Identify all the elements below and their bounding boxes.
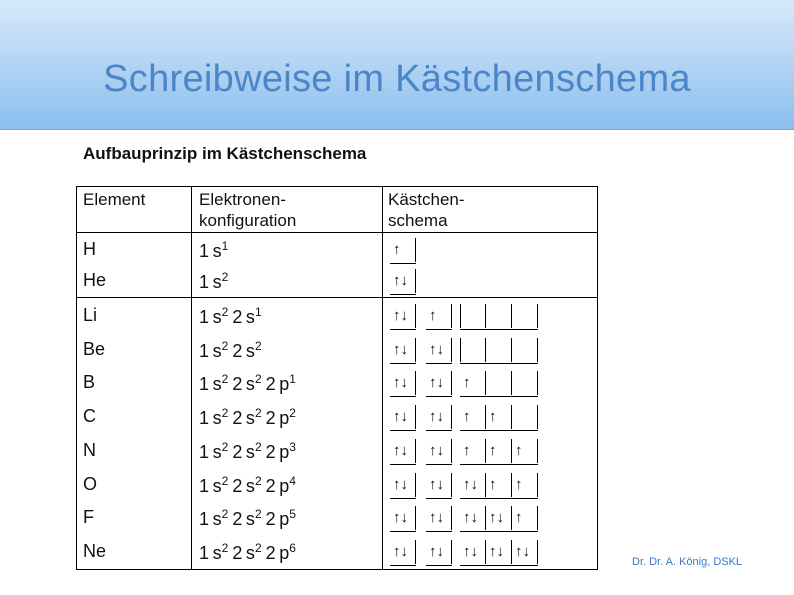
orbital-box: ↑↓ [426, 405, 452, 429]
orbital-box: ↑↓ [390, 371, 416, 395]
table-row [77, 335, 597, 367]
box-baseline [390, 531, 416, 532]
orbital-label: 2 s [232, 476, 255, 496]
orbital-label: 2 s [232, 543, 255, 563]
electron-count: 2 [221, 474, 229, 488]
config-term [199, 374, 228, 394]
box-baseline [390, 329, 416, 330]
orbital-label: 2 p [265, 374, 290, 394]
orbital-box [512, 371, 538, 395]
orbital-box: ↑↓ [390, 473, 416, 497]
table-row [77, 503, 597, 535]
table-heading: Aufbauprinzip im Kästchenschema [83, 144, 367, 163]
config-term [199, 543, 228, 563]
config-term [199, 509, 228, 529]
orbital-box: ↑ [460, 371, 486, 395]
orbital-label: 2 p [265, 543, 290, 563]
config-term [232, 341, 261, 361]
orbital-box: ↑ [390, 238, 416, 262]
orbital-box [486, 371, 512, 395]
element-symbol: C [83, 406, 96, 426]
electron-configuration [199, 270, 232, 293]
box-baseline [460, 531, 538, 532]
electron-count: 2 [254, 541, 262, 555]
element-symbol: N [83, 440, 96, 460]
footer-author: Dr. Dr. A. König, DSKL [632, 556, 743, 568]
orbital-box: ↑↓ [460, 473, 486, 497]
box-baseline [426, 396, 452, 397]
orbital-box: ↑ [460, 439, 486, 463]
orbital-box: ↑↓ [390, 405, 416, 429]
orbital-box: ↑↓ [390, 439, 416, 463]
box-baseline [390, 263, 416, 264]
config-term [232, 374, 261, 394]
electron-count: 2 [254, 507, 262, 521]
orbital-box: ↑ [426, 304, 452, 328]
table-row [77, 402, 597, 434]
orbital-box: ↑↓ [426, 506, 452, 530]
table-row [77, 470, 597, 502]
orbital-box: ↑↓ [512, 540, 538, 564]
orbital-box: ↑↓ [426, 540, 452, 564]
box-baseline [390, 294, 416, 295]
header-config-line2: konfiguration [199, 211, 297, 230]
element-symbol: Li [83, 305, 98, 325]
title-banner [0, 0, 794, 130]
orbital-label: 1 s [199, 543, 222, 563]
orbital-box: ↑ [460, 405, 486, 429]
config-term [199, 241, 228, 261]
electron-count: 2 [254, 339, 262, 353]
orbital-box: ↑ [486, 439, 512, 463]
orbital-box: ↑↓ [426, 473, 452, 497]
box-baseline [460, 464, 538, 465]
element-symbol: H [83, 239, 96, 259]
box-baseline [426, 531, 452, 532]
electron-count: 2 [254, 372, 262, 386]
element-symbol: Ne [83, 541, 107, 561]
config-term [199, 442, 228, 462]
electron-count: 1 [254, 305, 262, 319]
orbital-label: 1 s [199, 442, 222, 462]
electron-count: 2 [221, 372, 229, 386]
box-baseline [460, 363, 538, 364]
orbital-label: 1 s [199, 509, 222, 529]
config-term [232, 442, 261, 462]
orbital-table [76, 186, 598, 570]
orbital-label: 1 s [199, 241, 222, 261]
box-baseline [390, 565, 416, 566]
orbital-label: 2 s [232, 341, 255, 361]
electron-count: 2 [254, 406, 262, 420]
orbital-label: 2 p [265, 476, 290, 496]
config-term [266, 509, 296, 529]
config-term [232, 543, 261, 563]
electron-configuration [199, 406, 300, 429]
orbital-box: ↑↓ [390, 338, 416, 362]
box-baseline [460, 329, 538, 330]
orbital-box: ↑↓ [390, 506, 416, 530]
electron-count: 6 [289, 541, 296, 555]
electron-count: 2 [221, 406, 229, 420]
config-term [199, 307, 228, 327]
box-baseline [426, 498, 452, 499]
config-term [232, 476, 261, 496]
electron-count: 2 [221, 305, 229, 319]
box-baseline [460, 430, 538, 431]
table-row [77, 301, 597, 333]
element-symbol: O [83, 474, 98, 494]
orbital-label: 2 s [232, 408, 255, 428]
slide-title: Schreibweise im Kästchenschema [103, 58, 691, 100]
orbital-box: ↑↓ [390, 269, 416, 293]
box-baseline [390, 363, 416, 364]
orbital-label: 1 s [199, 307, 222, 327]
orbital-box [512, 304, 538, 328]
config-term [266, 408, 296, 428]
orbital-label: 1 s [199, 341, 222, 361]
electron-count: 3 [289, 440, 296, 454]
orbital-box: ↑↓ [460, 540, 486, 564]
orbital-label: 2 s [232, 442, 255, 462]
header-scheme-line1: Kästchen- [388, 190, 465, 209]
electron-count: 5 [289, 507, 296, 521]
box-baseline [426, 430, 452, 431]
config-term [232, 408, 261, 428]
table-row [77, 235, 597, 267]
config-term [266, 442, 296, 462]
orbital-label: 1 s [199, 408, 222, 428]
electron-count: 2 [221, 507, 229, 521]
orbital-label: 1 s [199, 476, 222, 496]
electron-count: 2 [289, 406, 296, 420]
orbital-box: ↑↓ [390, 304, 416, 328]
electron-configuration [199, 474, 300, 497]
orbital-label: 2 p [265, 442, 290, 462]
box-baseline [390, 396, 416, 397]
electron-count: 1 [289, 372, 296, 386]
header-divider [77, 232, 597, 233]
box-baseline [426, 329, 452, 330]
box-baseline [460, 565, 538, 566]
electron-count: 2 [221, 440, 229, 454]
table-row [77, 266, 597, 298]
orbital-box: ↑ [512, 506, 538, 530]
electron-configuration [199, 440, 300, 463]
electron-count: 2 [254, 474, 262, 488]
header-config-line1: Elektronen- [199, 190, 286, 209]
orbital-label: 2 s [232, 509, 255, 529]
orbital-box: ↑ [486, 473, 512, 497]
box-baseline [426, 363, 452, 364]
orbital-box: ↑↓ [486, 540, 512, 564]
config-term [266, 476, 296, 496]
orbital-box: ↑ [512, 473, 538, 497]
electron-configuration [199, 541, 300, 564]
orbital-box [512, 338, 538, 362]
config-term [266, 543, 296, 563]
orbital-box: ↑↓ [426, 371, 452, 395]
box-baseline [390, 430, 416, 431]
orbital-label: 1 s [199, 374, 222, 394]
config-term [199, 272, 228, 292]
config-term [199, 408, 228, 428]
config-term [199, 341, 228, 361]
header-scheme-line2: schema [388, 211, 448, 230]
box-baseline [426, 464, 452, 465]
box-baseline [390, 464, 416, 465]
orbital-box: ↑↓ [426, 338, 452, 362]
orbital-label: 2 s [232, 374, 255, 394]
element-symbol: He [83, 270, 107, 290]
header-element: Element [83, 190, 146, 209]
electron-configuration [199, 305, 266, 328]
electron-configuration [199, 507, 300, 530]
box-baseline [426, 565, 452, 566]
electron-count: 2 [221, 339, 229, 353]
orbital-label: 2 p [265, 509, 290, 529]
config-term [266, 374, 296, 394]
electron-count: 1 [221, 239, 229, 253]
config-term [232, 307, 261, 327]
orbital-box: ↑↓ [460, 506, 486, 530]
box-baseline [390, 498, 416, 499]
box-baseline [460, 498, 538, 499]
orbital-box: ↑ [512, 439, 538, 463]
orbital-box [460, 338, 486, 362]
config-term [232, 509, 261, 529]
orbital-box: ↑↓ [486, 506, 512, 530]
element-symbol: B [83, 372, 96, 392]
electron-count: 2 [254, 440, 262, 454]
config-term [199, 476, 228, 496]
orbital-label: 1 s [199, 272, 222, 292]
electron-configuration [199, 372, 300, 395]
orbital-label: 2 s [232, 307, 255, 327]
electron-count: 2 [221, 541, 229, 555]
orbital-box: ↑↓ [390, 540, 416, 564]
orbital-box [486, 338, 512, 362]
table-row [77, 436, 597, 468]
orbital-box [512, 405, 538, 429]
element-symbol: F [83, 507, 94, 527]
table-row [77, 537, 597, 569]
orbital-box [486, 304, 512, 328]
element-symbol: Be [83, 339, 106, 359]
orbital-box: ↑↓ [426, 439, 452, 463]
orbital-label: 2 p [265, 408, 290, 428]
orbital-box [460, 304, 486, 328]
orbital-box: ↑ [486, 405, 512, 429]
electron-count: 2 [221, 270, 229, 284]
electron-configuration [199, 339, 266, 362]
table-row [77, 368, 597, 400]
box-baseline [460, 396, 538, 397]
electron-configuration [199, 239, 232, 262]
electron-count: 4 [289, 474, 296, 488]
